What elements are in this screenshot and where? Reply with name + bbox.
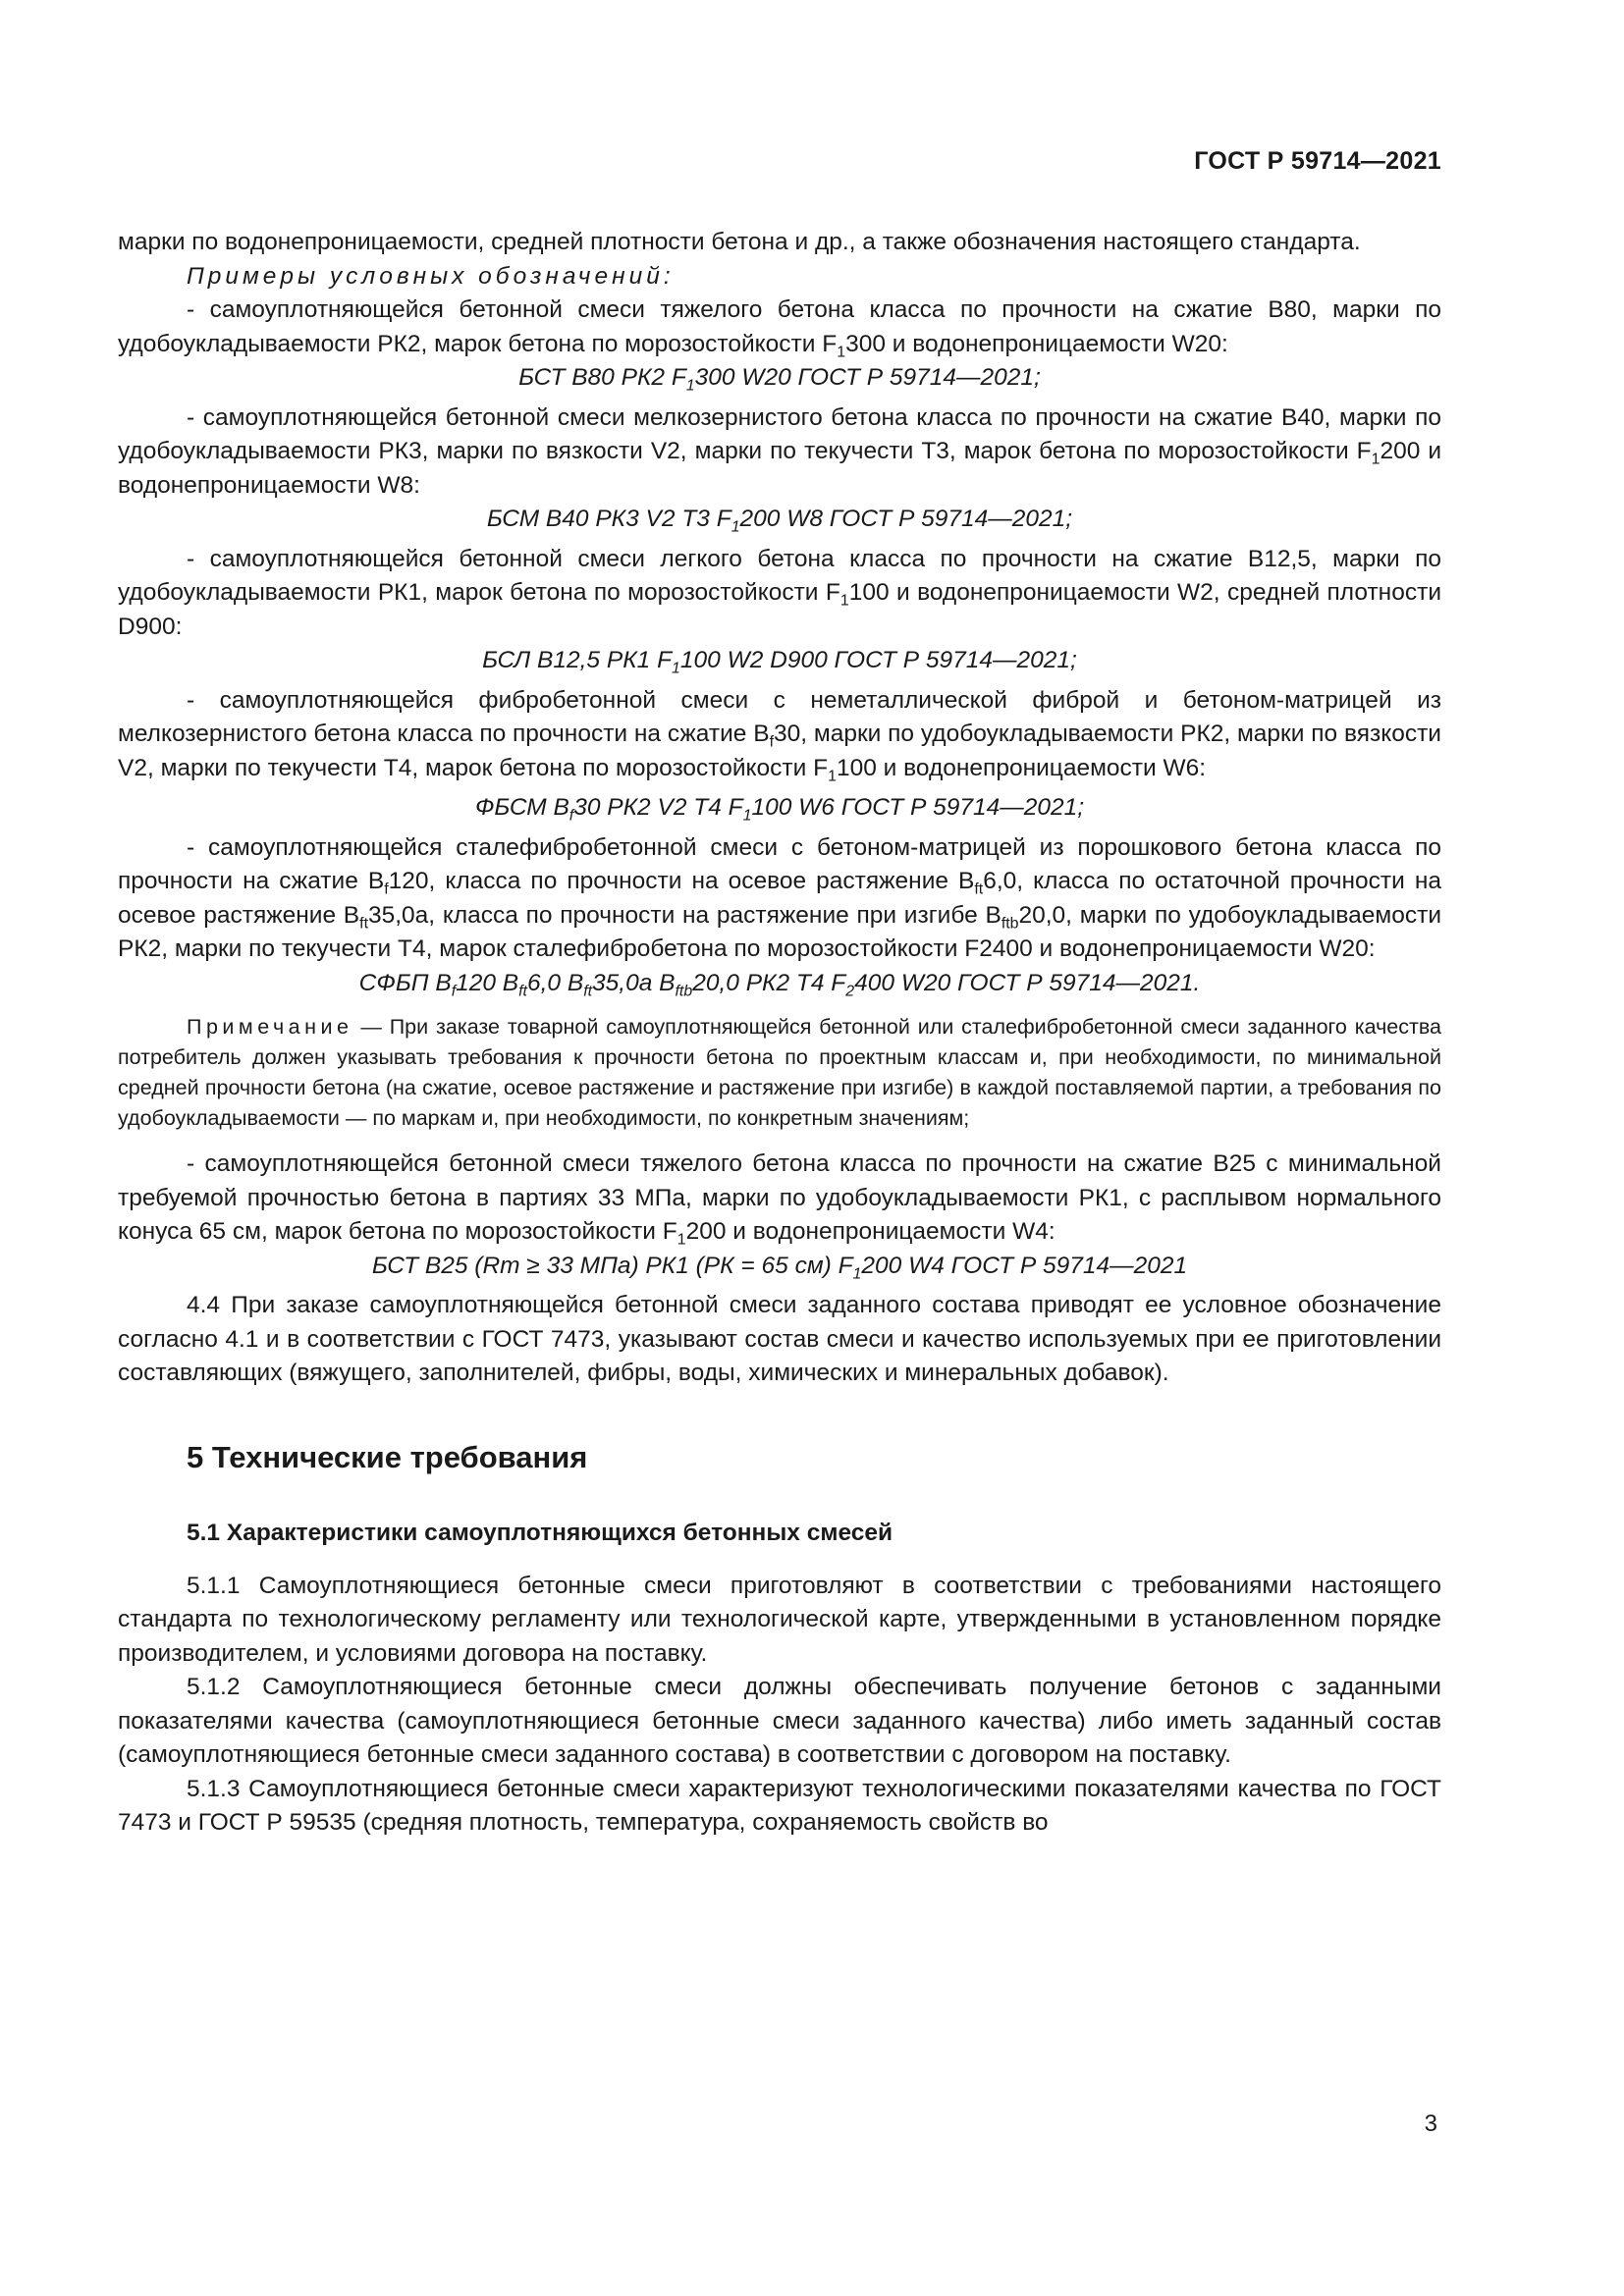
example-5-text: - самоуплотняющейся сталефибробетонной смеси с бетоном-матрицей из порошкового бетона класса по прочности на сжатие $В_f120$, класса по прочности на осевое растяжение $В_{ft}6,0$, класса по остаточной прочности на осевое растяжение $В_{ft}35,0а$, класса по прочности на растяжение при изгибе $В_{ftb}20,0$, марки по удобоукладываемости РК2, марки по текучести Т4, марок сталефибробетона по морозостойкости F2400 и водонепроницаемости W20: xyxy=(118,833,1442,962)
note-paragraph xyxy=(118,1012,1441,1134)
example-2-text: - самоуплотняющейся бетонной смеси мелкозернистого бетона класса по прочности на сжатие В40, марки по удобоукладываемости РК3, марки по вязкости V2, марки по текучести Т3, марок бетона по морозостойкости $F_1200$ и водонепроницаемости W8: xyxy=(118,403,1442,499)
clause-4-4: 4.4 При заказе самоуплотняющейся бетонной смеси заданного состава приводят ее условное обозначение согласно 4.1 и в соответствии с ГОСТ 7473, указывают состав смеси и качество используемых при ее приготовлении составляющих (вяжущего, заполнителей, фибры, воды, химических и минеральных добавок). xyxy=(118,1292,1441,1386)
note-text: — При заказе товарной самоуплотняющейся бетонной или сталефибробетонной смеси заданного качества потребитель должен указывать требования к прочности бетона по проектным классам и, при необходимости, по минимальной средней прочности бетона (на сжатие, осевое растяжение и растяжение при изгибе) в каждой поставляемой партии, а требования по удобоукладываемости — по маркам и, при необходимости, по конкретным значениям; xyxy=(118,1015,1441,1130)
example-4-formula: ФБСМ $В_f30$ РК2 V2 Т4 $F_1100$ W6 ГОСТ Р 59714—2021; xyxy=(474,794,1085,825)
example-1-formula: БСТ В80 РК2 $F_1300$ W20 ГОСТ Р 59714—2021; xyxy=(518,364,1041,395)
clause-5-1-3: 5.1.3 Самоуплотняющиеся бетонные смеси характеризуют технологическими показателями качества по ГОСТ 7473 и ГОСТ Р 59535 (средняя плотность, температура, сохраняемость свойств во xyxy=(118,1775,1441,1836)
example-1-text: - самоуплотняющейся бетонной смеси тяжелого бетона класса по прочности на сжатие В80, марки по удобоукладываемости РК2, марок бетона по морозостойкости $F_1300$ и водонепроницаемости W20: xyxy=(118,296,1441,361)
section-heading-5: 5 Технические требования xyxy=(187,1439,588,1474)
example-3-text: - самоуплотняющейся бетонной смеси легкого бетона класса по прочности на сжатие В12,5, марки по удобоукладываемости РК1, марок бетона по морозостойкости $F_1100$ и водонепроницаемости W2, средней плотности D900: xyxy=(118,545,1441,640)
examples-heading: Примеры условных обозначений: xyxy=(187,262,675,290)
paragraph-continuation: марки по водонепроницаемости, средней плотности бетона и др., а также обозначения настоящего стандарта. xyxy=(118,229,1361,255)
clause-5-1-2: 5.1.2 Самоуплотняющиеся бетонные смеси должны обеспечивать получение бетонов с заданными показателями качества (самоуплотняющиеся бетонные смеси заданного качества) либо иметь заданный состав (самоуплотняющиеся бетонные смеси заданного состава) в соответствии с договором на поставку. xyxy=(118,1674,1441,1768)
example-2-formula: БСМ В40 РК3 V2 Т3 $F_1200$ W8 ГОСТ Р 59714—2021; xyxy=(486,506,1073,536)
document-id-header: ГОСТ Р 59714—2021 xyxy=(1194,147,1441,175)
example-3-formula: БСЛ В12,5 РК1 $F_1100$ W2 D900 ГОСТ Р 59714—2021; xyxy=(482,647,1077,677)
clause-5-1-1: 5.1.1 Самоуплотняющиеся бетонные смеси приготовляют в соответствии с требованиями настоящего стандарта по технологическому регламенту или технологической карте, утвержденными в установленном порядке производителем, и условиями договора на поставку. xyxy=(118,1572,1441,1667)
example-6-text: - самоуплотняющейся бетонной смеси тяжелого бетона класса по прочности на сжатие В25 с минимальной требуемой прочностью бетона в партиях 33 МПа, марки по удобоукладываемости РК1, с расплывом нормального конуса 65 см, марок бетона по морозостойкости $F_1200$ и водонепроницаемости W4: xyxy=(118,1150,1441,1249)
note-label: Примечание xyxy=(187,1015,353,1039)
subsection-heading-5-1: 5.1 Характеристики самоуплотняющихся бетонных смесей xyxy=(187,1519,893,1546)
page-content xyxy=(118,226,1441,1841)
example-4-text: - самоуплотняющейся фибробетонной смеси с неметаллической фиброй и бетоном-матрицей из мелкозернистого бетона класса по прочности на сжатие $В_f30$, марки по удобоукладываемости РК2, марки по вязкости V2, марки по текучести Т4, марок бетона по морозостойкости $F_1100$ и водонепроницаемости W6: xyxy=(118,686,1441,785)
example-5-formula: СФБП $В_f120$ $В_{ft}6,0$ $В_{ft}35,0а$ $В_{ftb}20,0$ РК2 Т4 $F_2400$ W20 ГОСТ Р 59714—2021. xyxy=(358,969,1201,1000)
example-6-formula: БСТ В25 (Rт ≥ 33 МПа) РК1 (РК = 65 см) $F_1200$ W4 ГОСТ Р 59714—2021 xyxy=(371,1252,1188,1283)
page-number: 3 xyxy=(1424,2110,1437,2137)
